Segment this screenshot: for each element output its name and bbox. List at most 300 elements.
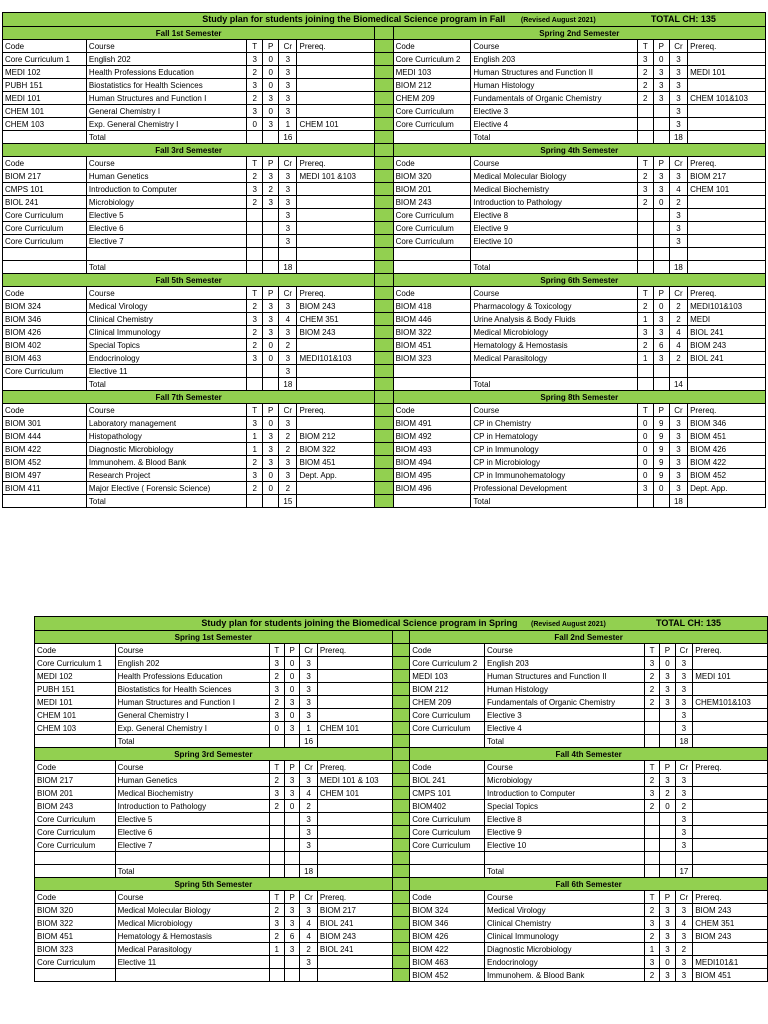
column-divider: [392, 774, 410, 787]
table-cell: [317, 865, 392, 878]
table-row: [35, 852, 768, 865]
column-header: Course: [485, 761, 645, 774]
table-cell: [669, 365, 687, 378]
table-cell: BIOM 495: [393, 469, 471, 482]
table-cell: English 202: [86, 53, 246, 66]
column-header: Cr: [279, 157, 297, 170]
table-cell: 3: [269, 787, 284, 800]
table-cell: 2: [263, 183, 279, 196]
table-cell: 3: [660, 917, 675, 930]
table-cell: Total: [86, 378, 246, 391]
table-cell: [317, 709, 392, 722]
table-cell: 0: [263, 469, 279, 482]
table-cell: [688, 105, 766, 118]
table-cell: Hematology & Hemostasis: [115, 930, 269, 943]
column-header: Cr: [279, 40, 297, 53]
table-cell: [393, 131, 471, 144]
table-cell: Elective 9: [485, 826, 645, 839]
column-divider: [392, 917, 410, 930]
table-cell: [35, 969, 116, 982]
table-cell: Total: [115, 865, 269, 878]
table-row: [3, 209, 766, 222]
table-cell: BIOM 422: [410, 943, 485, 956]
table-cell: 3: [247, 417, 263, 430]
table-cell: Medical Virology: [485, 904, 645, 917]
table-cell: [269, 852, 284, 865]
table-cell: 3: [653, 352, 669, 365]
table-cell: 2: [660, 787, 675, 800]
table-cell: Health Professions Education: [115, 670, 269, 683]
table-cell: PUBH 151: [35, 683, 116, 696]
table-cell: Core Curriculum: [35, 956, 116, 969]
table-cell: Human Structures and Function II: [485, 670, 645, 683]
table-cell: [688, 118, 766, 131]
table-cell: Introduction to Computer: [86, 183, 246, 196]
table-cell: 3: [300, 839, 318, 852]
table-cell: BIOM 411: [3, 482, 87, 495]
table-cell: 3: [279, 196, 297, 209]
table-cell: 3: [300, 826, 318, 839]
table-cell: 3: [644, 657, 659, 670]
table-cell: General Chemistry I: [86, 105, 246, 118]
column-divider: [375, 365, 393, 378]
table-cell: Professional Development: [471, 482, 637, 495]
semester-title: Fall 4th Semester: [410, 748, 768, 761]
column-header: Code: [35, 761, 116, 774]
table-cell: 0: [263, 79, 279, 92]
table-cell: 3: [675, 670, 693, 683]
table-cell: [669, 248, 687, 261]
table-cell: 3: [653, 183, 669, 196]
column-header: T: [644, 644, 659, 657]
column-header: Cr: [675, 761, 693, 774]
table-cell: Dept. App.: [688, 482, 766, 495]
table-cell: [317, 852, 392, 865]
table-cell: [653, 131, 669, 144]
table-cell: [297, 495, 375, 508]
table-cell: [247, 378, 263, 391]
table-cell: Diagnostic Microbiology: [485, 943, 645, 956]
table-cell: [660, 865, 675, 878]
table-cell: 3: [284, 774, 299, 787]
table-cell: [3, 131, 87, 144]
table-cell: [693, 787, 768, 800]
table-cell: Core Curriculum: [410, 722, 485, 735]
table-cell: [284, 839, 299, 852]
table-cell: 1: [247, 430, 263, 443]
table-cell: 3: [675, 813, 693, 826]
table-cell: 3: [300, 774, 318, 787]
table-cell: Human Structures and Function I: [86, 92, 246, 105]
table-cell: [393, 378, 471, 391]
table-cell: MEDI 101 &103: [297, 170, 375, 183]
table-cell: Immunohem. & Blood Bank: [86, 456, 246, 469]
table-cell: [653, 105, 669, 118]
table-cell: [297, 209, 375, 222]
table-cell: [263, 365, 279, 378]
column-divider: [375, 261, 393, 274]
column-header: Code: [410, 891, 485, 904]
table-cell: Total: [471, 495, 637, 508]
column-header: Course: [471, 404, 637, 417]
table-cell: CP in Immunology: [471, 443, 637, 456]
table-cell: 0: [284, 670, 299, 683]
column-divider: [375, 287, 393, 300]
table-cell: Medical Biochemistry: [471, 183, 637, 196]
table-cell: Medical Parasitology: [471, 352, 637, 365]
table-cell: BIOM 320: [35, 904, 116, 917]
table-row: [3, 79, 766, 92]
table-cell: 4: [675, 917, 693, 930]
spring-study-plan: [34, 616, 768, 982]
table-cell: [693, 657, 768, 670]
table-cell: [86, 248, 246, 261]
table-row: [35, 670, 768, 683]
column-header: Code: [410, 644, 485, 657]
table-cell: BIOM 497: [3, 469, 87, 482]
total-credit-hours: TOTAL CH: 135: [650, 13, 716, 24]
column-header: Course: [115, 891, 269, 904]
column-header: Prereq.: [317, 761, 392, 774]
table-cell: 2: [637, 300, 653, 313]
table-cell: 3: [247, 105, 263, 118]
table-cell: 3: [675, 774, 693, 787]
table-cell: CHEM 101: [317, 722, 392, 735]
table-cell: [297, 79, 375, 92]
table-cell: BIOM 346: [688, 417, 766, 430]
table-cell: 3: [279, 365, 297, 378]
semester-title: Spring 2nd Semester: [393, 27, 765, 40]
table-cell: 2: [669, 300, 687, 313]
table-cell: [297, 261, 375, 274]
table-cell: CHEM 351: [297, 313, 375, 326]
column-header: T: [247, 40, 263, 53]
table-cell: 3: [279, 105, 297, 118]
column-header: Course: [471, 40, 637, 53]
table-cell: [688, 365, 766, 378]
table-row: [35, 904, 768, 917]
table-cell: 3: [669, 209, 687, 222]
table-cell: [317, 683, 392, 696]
column-header: T: [269, 644, 284, 657]
table-cell: [297, 248, 375, 261]
column-divider: [375, 313, 393, 326]
table-cell: [644, 865, 659, 878]
table-cell: [637, 235, 653, 248]
column-header: P: [263, 404, 279, 417]
table-cell: [284, 826, 299, 839]
table-cell: Medical Molecular Biology: [471, 170, 637, 183]
table-cell: Clinical Chemistry: [485, 917, 645, 930]
table-row: [3, 248, 766, 261]
table-cell: 4: [300, 787, 318, 800]
table-cell: BIOM 402: [3, 339, 87, 352]
table-cell: [263, 222, 279, 235]
table-cell: [653, 365, 669, 378]
table-cell: 3: [653, 170, 669, 183]
table-cell: 3: [675, 722, 693, 735]
table-cell: 3: [675, 904, 693, 917]
column-header: Code: [35, 891, 116, 904]
table-cell: 3: [284, 917, 299, 930]
table-cell: BIOM 243: [35, 800, 116, 813]
column-divider: [392, 813, 410, 826]
table-cell: Core Curriculum: [410, 839, 485, 852]
table-cell: [297, 417, 375, 430]
table-row: [35, 917, 768, 930]
table-cell: [297, 339, 375, 352]
table-row: [3, 456, 766, 469]
table-cell: [284, 969, 299, 982]
table-cell: BIOL 241: [410, 774, 485, 787]
table-cell: Medical Microbiology: [115, 917, 269, 930]
table-cell: 18: [279, 378, 297, 391]
table-cell: Core Curriculum: [393, 235, 471, 248]
table-row: [3, 352, 766, 365]
table-cell: 0: [660, 956, 675, 969]
column-header: T: [637, 40, 653, 53]
table-cell: [317, 956, 392, 969]
column-header: Course: [86, 157, 246, 170]
column-header: Course: [115, 644, 269, 657]
table-cell: 18: [669, 495, 687, 508]
table-cell: 9: [653, 456, 669, 469]
column-divider: [392, 670, 410, 683]
table-row: [3, 170, 766, 183]
table-cell: [637, 261, 653, 274]
table-cell: 4: [300, 917, 318, 930]
total-credit-hours: TOTAL CH: 135: [656, 617, 722, 628]
column-divider: [375, 40, 393, 53]
table-cell: Core Curriculum: [410, 709, 485, 722]
table-cell: CHEM 101: [3, 105, 87, 118]
table-cell: 2: [247, 326, 263, 339]
column-divider: [392, 800, 410, 813]
column-divider: [375, 456, 393, 469]
table-cell: [297, 482, 375, 495]
table-cell: [693, 774, 768, 787]
table-cell: [644, 735, 659, 748]
table-row: [35, 826, 768, 839]
column-header: Prereq.: [297, 40, 375, 53]
table-cell: 1: [279, 118, 297, 131]
column-divider: [375, 183, 393, 196]
table-cell: 2: [269, 930, 284, 943]
table-cell: 16: [279, 131, 297, 144]
table-cell: [297, 66, 375, 79]
table-cell: [35, 852, 116, 865]
table-cell: 3: [247, 53, 263, 66]
column-divider: [375, 170, 393, 183]
table-cell: Urine Analysis & Body Fluids: [471, 313, 637, 326]
table-cell: BIOM 496: [393, 482, 471, 495]
table-cell: [653, 248, 669, 261]
table-cell: MEDI 102: [3, 66, 87, 79]
table-cell: 2: [644, 969, 659, 982]
column-divider: [375, 144, 393, 157]
table-row: [35, 774, 768, 787]
table-cell: BIOM 322: [393, 326, 471, 339]
table-cell: Clinical Chemistry: [86, 313, 246, 326]
column-divider: [375, 391, 393, 404]
table-cell: BIOM 463: [410, 956, 485, 969]
column-header: Cr: [279, 404, 297, 417]
column-header: Code: [410, 761, 485, 774]
table-cell: MEDI 103: [393, 66, 471, 79]
table-cell: [3, 378, 87, 391]
table-cell: [410, 852, 485, 865]
table-cell: 3: [279, 222, 297, 235]
revision-note: (Revised August 2021): [531, 620, 606, 628]
table-cell: 3: [644, 787, 659, 800]
column-header: Course: [471, 287, 637, 300]
study-plan-table: [2, 12, 766, 508]
column-header: Course: [86, 404, 246, 417]
table-cell: 0: [637, 456, 653, 469]
table-cell: Total: [86, 131, 246, 144]
column-header: Prereq.: [693, 891, 768, 904]
table-cell: [317, 969, 392, 982]
table-cell: 3: [660, 683, 675, 696]
table-cell: [3, 248, 87, 261]
column-header: Cr: [279, 287, 297, 300]
table-cell: Elective 6: [115, 826, 269, 839]
column-header-row: [3, 157, 766, 170]
table-cell: [3, 495, 87, 508]
table-cell: BIOL 241: [317, 917, 392, 930]
column-divider: [392, 930, 410, 943]
table-cell: 2: [269, 800, 284, 813]
table-cell: BIOM 323: [393, 352, 471, 365]
table-cell: 16: [300, 735, 318, 748]
column-header: Prereq.: [297, 157, 375, 170]
table-cell: [284, 852, 299, 865]
table-row: [3, 261, 766, 274]
column-header: T: [637, 157, 653, 170]
column-header: Code: [393, 157, 471, 170]
table-cell: 3: [669, 430, 687, 443]
column-header: Cr: [669, 287, 687, 300]
column-divider: [392, 839, 410, 852]
table-cell: 3: [644, 917, 659, 930]
table-cell: 3: [247, 313, 263, 326]
column-header: P: [660, 644, 675, 657]
table-cell: BIOM 426: [3, 326, 87, 339]
table-cell: 3: [279, 209, 297, 222]
table-cell: [653, 495, 669, 508]
table-cell: 2: [247, 456, 263, 469]
table-cell: 3: [660, 943, 675, 956]
table-cell: [644, 813, 659, 826]
column-header: Prereq.: [297, 287, 375, 300]
column-divider: [375, 495, 393, 508]
table-cell: MEDI 101: [35, 696, 116, 709]
table-cell: [693, 839, 768, 852]
table-cell: Total: [115, 735, 269, 748]
table-cell: BIOM 243: [393, 196, 471, 209]
table-cell: Human Histology: [471, 79, 637, 92]
table-cell: Core Curriculum: [35, 813, 116, 826]
table-cell: [317, 813, 392, 826]
table-cell: 3: [653, 313, 669, 326]
table-cell: [317, 735, 392, 748]
table-cell: MEDI 101: [693, 670, 768, 683]
table-cell: [644, 839, 659, 852]
table-cell: 3: [279, 66, 297, 79]
table-cell: 3: [263, 313, 279, 326]
table-cell: BIOM 422: [688, 456, 766, 469]
column-header: Cr: [669, 40, 687, 53]
column-divider: [392, 956, 410, 969]
table-cell: 3: [300, 813, 318, 826]
column-header: T: [269, 761, 284, 774]
semester-title: Fall 6th Semester: [410, 878, 768, 891]
table-cell: 0: [263, 482, 279, 495]
column-header: Prereq.: [688, 157, 766, 170]
table-cell: 2: [247, 92, 263, 105]
table-cell: Introduction to Pathology: [115, 800, 269, 813]
table-cell: BIOM 320: [393, 170, 471, 183]
table-cell: 2: [675, 800, 693, 813]
table-cell: Elective 4: [485, 722, 645, 735]
table-cell: BIOL 241: [3, 196, 87, 209]
column-divider: [392, 696, 410, 709]
revision-note: (Revised August 2021): [520, 16, 596, 24]
column-header-row: [3, 40, 766, 53]
table-cell: 0: [653, 53, 669, 66]
table-cell: BIOM 451: [693, 969, 768, 982]
table-cell: 3: [669, 235, 687, 248]
column-divider: [375, 469, 393, 482]
table-cell: Hematology & Hemostasis: [471, 339, 637, 352]
table-cell: [653, 235, 669, 248]
column-divider: [392, 826, 410, 839]
table-cell: BIOM 451: [297, 456, 375, 469]
table-cell: [284, 956, 299, 969]
column-header: Code: [3, 40, 87, 53]
table-cell: Elective 7: [86, 235, 246, 248]
table-cell: 0: [653, 196, 669, 209]
column-header: Cr: [675, 644, 693, 657]
column-header: Code: [3, 287, 87, 300]
semester-title: Spring 6th Semester: [393, 274, 765, 287]
table-cell: [297, 92, 375, 105]
table-cell: [317, 696, 392, 709]
table-row: [3, 430, 766, 443]
table-cell: [35, 865, 116, 878]
table-cell: 2: [669, 196, 687, 209]
table-cell: Core Curriculum: [393, 118, 471, 131]
column-header: P: [284, 891, 299, 904]
table-cell: Total: [485, 865, 645, 878]
column-header: P: [284, 761, 299, 774]
table-cell: Elective 4: [471, 118, 637, 131]
column-divider: [392, 722, 410, 735]
table-cell: [393, 495, 471, 508]
column-header: Prereq.: [317, 891, 392, 904]
table-cell: [644, 826, 659, 839]
table-cell: Total: [471, 261, 637, 274]
table-cell: 3: [669, 105, 687, 118]
table-cell: 0: [269, 722, 284, 735]
column-divider: [375, 222, 393, 235]
table-cell: 3: [653, 66, 669, 79]
table-row: [3, 222, 766, 235]
table-cell: [688, 222, 766, 235]
table-row: [3, 300, 766, 313]
table-cell: 0: [637, 417, 653, 430]
table-cell: BIOM 324: [3, 300, 87, 313]
